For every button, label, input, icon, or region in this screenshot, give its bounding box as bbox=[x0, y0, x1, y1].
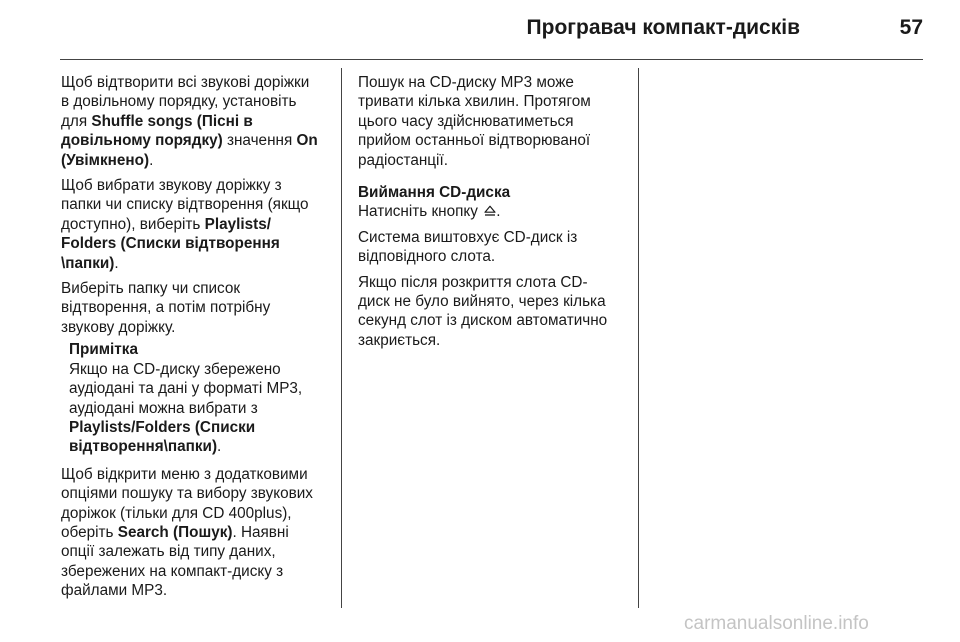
text-line: тривати кілька хвилин. Протягом bbox=[358, 93, 591, 111]
paragraph-playlists bbox=[61, 176, 339, 273]
text-line: Виберіть папку чи список bbox=[61, 280, 241, 298]
header-divider bbox=[60, 59, 923, 60]
text-line: відтворення, а потім потрібну bbox=[61, 299, 271, 317]
text-line: Щоб вибрати звукову доріжку з bbox=[61, 177, 282, 195]
text-line: в довільному порядку, установіть bbox=[61, 93, 297, 111]
text-run: для bbox=[61, 112, 92, 130]
page-title: Програвач компакт-дисків bbox=[526, 16, 800, 39]
value-term-on-cont: (Увімкнено) bbox=[61, 151, 150, 169]
text-line: відповідного слота. bbox=[358, 248, 496, 266]
paragraph-auto-close bbox=[358, 273, 634, 351]
column-divider-2 bbox=[638, 68, 639, 608]
text-line: Щоб відкрити меню з додатковими bbox=[61, 465, 308, 483]
text-line: звукову доріжку. bbox=[61, 318, 176, 336]
text-line: доріжок (тільки для CD 400plus), bbox=[61, 504, 292, 522]
left-column bbox=[61, 73, 339, 607]
menu-term-search: Search (Пошук) bbox=[117, 523, 233, 541]
menu-term-playlists-note: Playlists/Folders (Списки bbox=[69, 418, 256, 436]
note-box bbox=[69, 340, 339, 456]
menu-term-shuffle-cont: довільному порядку) bbox=[61, 132, 223, 150]
text-line: Щоб відтворити всі звукові доріжки bbox=[61, 74, 310, 91]
menu-term-playlists-cont: Folders (Списки відтворення bbox=[61, 235, 280, 253]
text-line bbox=[61, 254, 339, 273]
paragraph-mp3-search-time bbox=[358, 73, 634, 170]
paragraph-select-folder bbox=[61, 279, 339, 337]
note-title: Примітка bbox=[69, 341, 138, 359]
text-line: збережених на компакт-диску з bbox=[61, 562, 284, 580]
menu-term-playlists: Playlists/ bbox=[204, 215, 271, 233]
text-run: . bbox=[114, 254, 119, 272]
text-line: прийом останньої відтворюваної bbox=[358, 132, 591, 150]
paragraph-shuffle bbox=[61, 73, 339, 170]
text-line: цього часу здійснюватиметься bbox=[358, 112, 574, 130]
text-line: радіостанції. bbox=[358, 151, 448, 169]
menu-term-playlists-end: \папки) bbox=[61, 254, 115, 272]
text-line: аудіодані можна вибрати з bbox=[69, 399, 258, 417]
page-number: 57 bbox=[899, 16, 923, 39]
text-line bbox=[61, 215, 339, 234]
paragraph-eject-result bbox=[358, 228, 634, 267]
text-line bbox=[358, 202, 634, 221]
text-line: файлами MP3. bbox=[61, 582, 168, 600]
text-line: Якщо після розкриття слота CD- bbox=[358, 273, 588, 291]
text-line: папки чи списку відтворення (якщо bbox=[61, 196, 309, 214]
text-run: доступно), виберіть bbox=[61, 215, 205, 233]
text-run: . bbox=[149, 151, 154, 169]
text-line: аудіодані та дані у форматі MP3, bbox=[69, 380, 303, 398]
text-line: секунд слот із диском автоматично bbox=[358, 312, 608, 330]
paragraph-search bbox=[61, 465, 339, 601]
text-line: опції залежать від типу даних, bbox=[61, 543, 276, 561]
text-line bbox=[61, 112, 339, 131]
eject-icon bbox=[482, 203, 496, 220]
text-line: Пошук на CD-диску MP3 може bbox=[358, 74, 574, 91]
value-term-on: On bbox=[296, 132, 318, 150]
watermark: carmanualsonline.info bbox=[684, 613, 869, 634]
text-line: Система виштовхує CD-диск із bbox=[358, 228, 578, 246]
text-line: Якщо на CD-диску збережено bbox=[69, 360, 281, 378]
text-run: . Наявні bbox=[232, 523, 289, 541]
menu-term-playlists-note-end: відтворення\папки) bbox=[69, 438, 218, 456]
menu-term-shuffle: Shuffle songs (Пісні в bbox=[91, 112, 253, 130]
text-line: опціями пошуку та вибору звукових bbox=[61, 485, 313, 503]
text-run: . bbox=[217, 438, 222, 456]
text-line: диск не було вийнято, через кілька bbox=[358, 293, 606, 311]
text-run: Натисніть кнопку bbox=[358, 203, 483, 221]
column-divider-1 bbox=[341, 68, 342, 608]
text-run: значення bbox=[222, 132, 297, 150]
middle-column bbox=[358, 73, 634, 356]
text-line bbox=[69, 437, 339, 456]
section-heading-eject: Виймання CD-диска bbox=[358, 184, 511, 202]
paragraph-press-eject bbox=[358, 202, 634, 221]
text-line bbox=[61, 131, 339, 150]
text-line bbox=[61, 523, 339, 542]
text-line: закриється. bbox=[358, 331, 441, 349]
text-line bbox=[61, 151, 339, 170]
text-run: оберіть bbox=[61, 523, 118, 541]
text-run: . bbox=[496, 203, 501, 221]
